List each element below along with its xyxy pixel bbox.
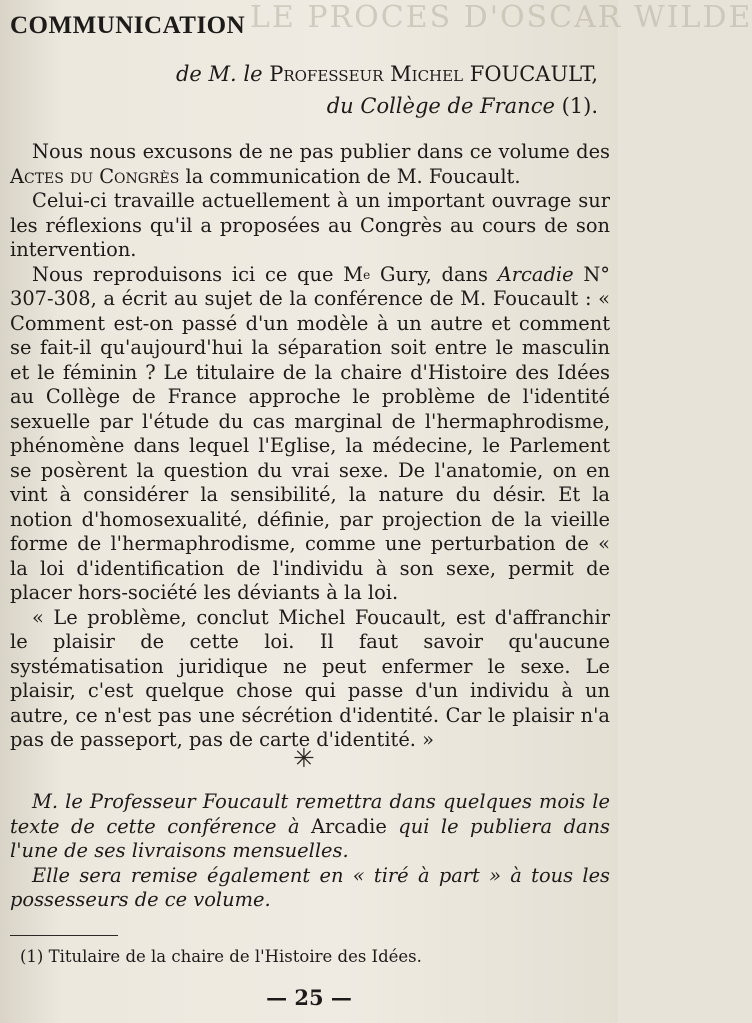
- paragraph: Celui-ci travaille actuellement à un important ouvrage sur les réflexions qu'il a proposées au Congrès au cours de son intervention.: [10, 189, 610, 261]
- p1-start: Nous nous excusons de ne pas publier dans ce volume des: [32, 140, 610, 163]
- p3-arcadie: Arcadie: [497, 262, 574, 286]
- p1-actes: Actes du Congrès: [10, 164, 180, 188]
- p3-c: N° 307-308, a écrit au sujet de la conférence de M. Foucault : « Comment est-on passé d'un modèle à un autre et comment se fait-il qu'aujourd'hui la séparation soit entre le masculin et le féminin ? Le titulaire de la chaire d'Histoire des Idées au Collège de France approche le problème de l'identité sexuelle par l'étude du cas marginal de l'hermaphrodisme, phénomène dans lequel l'Eglise, la médecine, le Parlement se posèrent la question du vrai sexe. De l'anatomie, on en vint à considérer la sensibilité, la nature du désir. Et la notion d'homosexualité, définie, par projection de la vieille forme de l'hermaphrodisme, comme une perturbation de « la loi d'identification de l'individu à son sexe, permit de placer hors-société les déviants à la loi.: [10, 262, 611, 604]
- n1-arcadie: Arcadie: [311, 814, 387, 838]
- byline-college: du Collège de France: [326, 94, 555, 118]
- byline-note-ref: (1).: [561, 94, 598, 118]
- byline-michel: Michel: [390, 62, 464, 86]
- byline: [78, 58, 598, 122]
- p3-a: Nous reproduisons ici ce que M: [32, 262, 364, 286]
- bleed-through-text: LE PROCES D'OSCAR WILDE: [250, 0, 752, 35]
- p3-b: Gury, dans: [370, 262, 498, 286]
- note-paragraph: Elle sera remise également en « tiré à part » à tous les possesseurs de ce volume.: [10, 863, 610, 911]
- byline-surname: FOUCAULT,: [469, 62, 598, 86]
- n1-a: M. le Professeur Foucault remettra dans quelques mois le texte de cette conférence à: [10, 790, 610, 838]
- paragraph: « Le problème, conclut Michel Foucault, est d'affranchir le plaisir de cette loi. Il faut savoir qu'aucune systématisation juridique ne peut enfermer le sexe. Le plaisir, c'est quelque chose qui passe d'un individu à un autre, ce n'est pas une sécrétion d'identité. Car le plaisir n'a pas de passeport, pas de carte d'identité. »: [10, 605, 610, 751]
- page-title: COMMUNICATION: [10, 12, 246, 39]
- p1-end: la communication de M. Foucault.: [185, 164, 521, 188]
- footnote: (1) Titulaire de la chaire de l'Histoire des Idées.: [20, 947, 422, 966]
- p3-sup: e: [363, 267, 371, 282]
- asterism-separator: ✳: [293, 744, 315, 774]
- byline-professeur: Professeur: [269, 62, 384, 86]
- footnote-rule: [10, 935, 118, 936]
- note-paragraph: [10, 790, 610, 864]
- paragraph: [10, 263, 610, 606]
- closing-note: [10, 790, 610, 913]
- body-text: [10, 140, 610, 753]
- byline-de: de M. le: [175, 62, 263, 86]
- page-number: — 25 —: [266, 985, 352, 1010]
- paragraph: [10, 140, 610, 189]
- n1-b: qui le publiera dans l'une de ses livraisons mensuelles.: [10, 814, 610, 862]
